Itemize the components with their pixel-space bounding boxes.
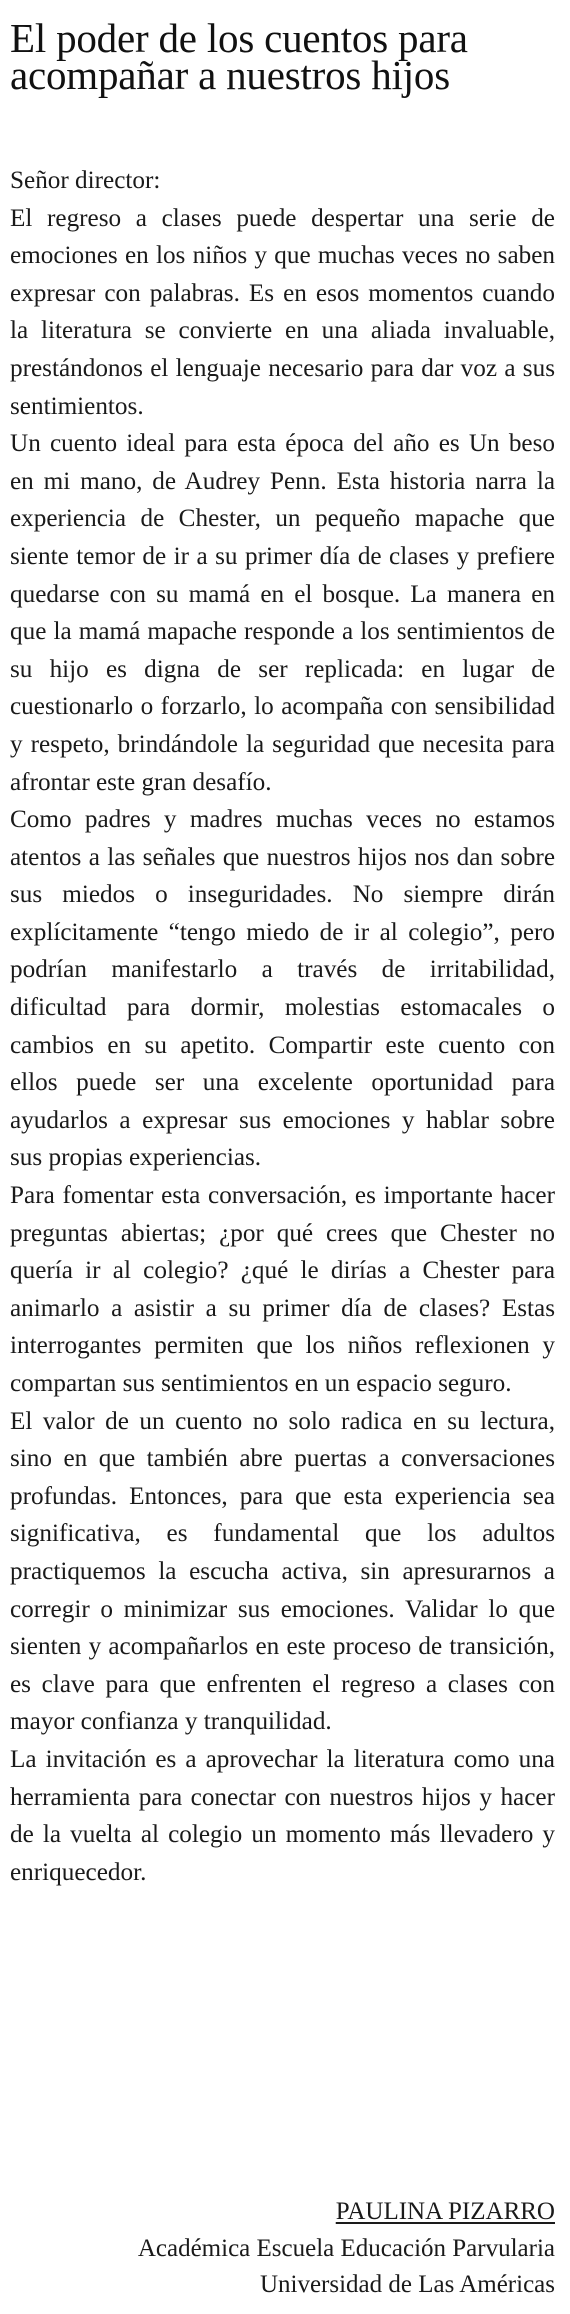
letter-paragraph: Como padres y madres muchas veces no estamos atentos a las señales que nuestros hijos nos dan sobre sus miedos o inseguridades. No siempre dirán explícitamente “tengo miedo de ir al colegio”, pero podrían manifestarlo a través de irritabilidad, dificultad para dormir, molestias estomacales o cambios en su apetito. Compartir este cuento con ellos puede ser una excelente oportunidad para ayudarlos a expresar sus emociones y hablar sobre sus propias experiencias.	[10, 806, 555, 1172]
letter-body	[10, 162, 555, 1891]
letter-paragraph: La invitación es a aprovechar la literatura como una herramienta para conectar con nuestros hijos y hacer de la vuelta al colegio un momento más llevadero y enriquecedor.	[10, 1745, 555, 1886]
letter-headline: El poder de los cuentos para acompañar a nuestros hijos	[10, 15, 468, 98]
letter-paragraph: El valor de un cuento no solo radica en su lectura, sino en que también abre puertas a conversaciones profundas. Entonces, para que esta experiencia sea significativa, es fundamental que los adultos practiquemos la escucha activa, sin apresurarnos a corregir o minimizar sus emociones. Validar lo que sienten y acompañarlos en este proceso de transición, es clave para que enfrenten el regreso a clases con mayor confianza y tranquilidad.	[10, 1407, 555, 1736]
author-affiliation-line1: Académica Escuela Educación Parvularia	[137, 2234, 555, 2262]
letter-paragraph: El regreso a clases puede despertar una serie de emociones en los niños y que muchas veces no saben expresar con palabras. Es en esos momentos cuando la literatura se convierte en una aliada invaluable, prestándonos el lenguaje necesario para dar voz a sus sentimientos.	[10, 204, 555, 420]
letter-paragraph: Para fomentar esta conversación, es importante hacer preguntas abiertas; ¿por qué crees que Chester no quería ir al colegio? ¿qué le dirías a Chester para animarlo a asistir a su primer día de clases? Estas interrogantes permiten que los niños reflexionen y compartan sus sentimientos en un espacio seguro.	[10, 1182, 555, 1397]
letter-salutation: Señor director:	[10, 167, 161, 194]
author-affiliation-line2: Universidad de Las Américas	[259, 2271, 555, 2298]
letter-paragraph: Un cuento ideal para esta época del año es Un beso en mi mano, de Audrey Penn. Esta historia narra la experiencia de Chester, un pequeño mapache que siente temor de ir a su primer día de clases y prefiere quedarse con su mamá en el bosque. La manera en que la mamá mapache responde a los sentimientos de su hijo es digna de ser replicada: en lugar de cuestionarlo o forzarlo, lo acompaña con sensibilidad y respeto, brindándole la seguridad que necesita para afrontar este gran desafío.	[10, 430, 555, 796]
author-name: PAULINA PIZARRO	[335, 2198, 555, 2225]
letter-signature	[10, 2194, 555, 2304]
